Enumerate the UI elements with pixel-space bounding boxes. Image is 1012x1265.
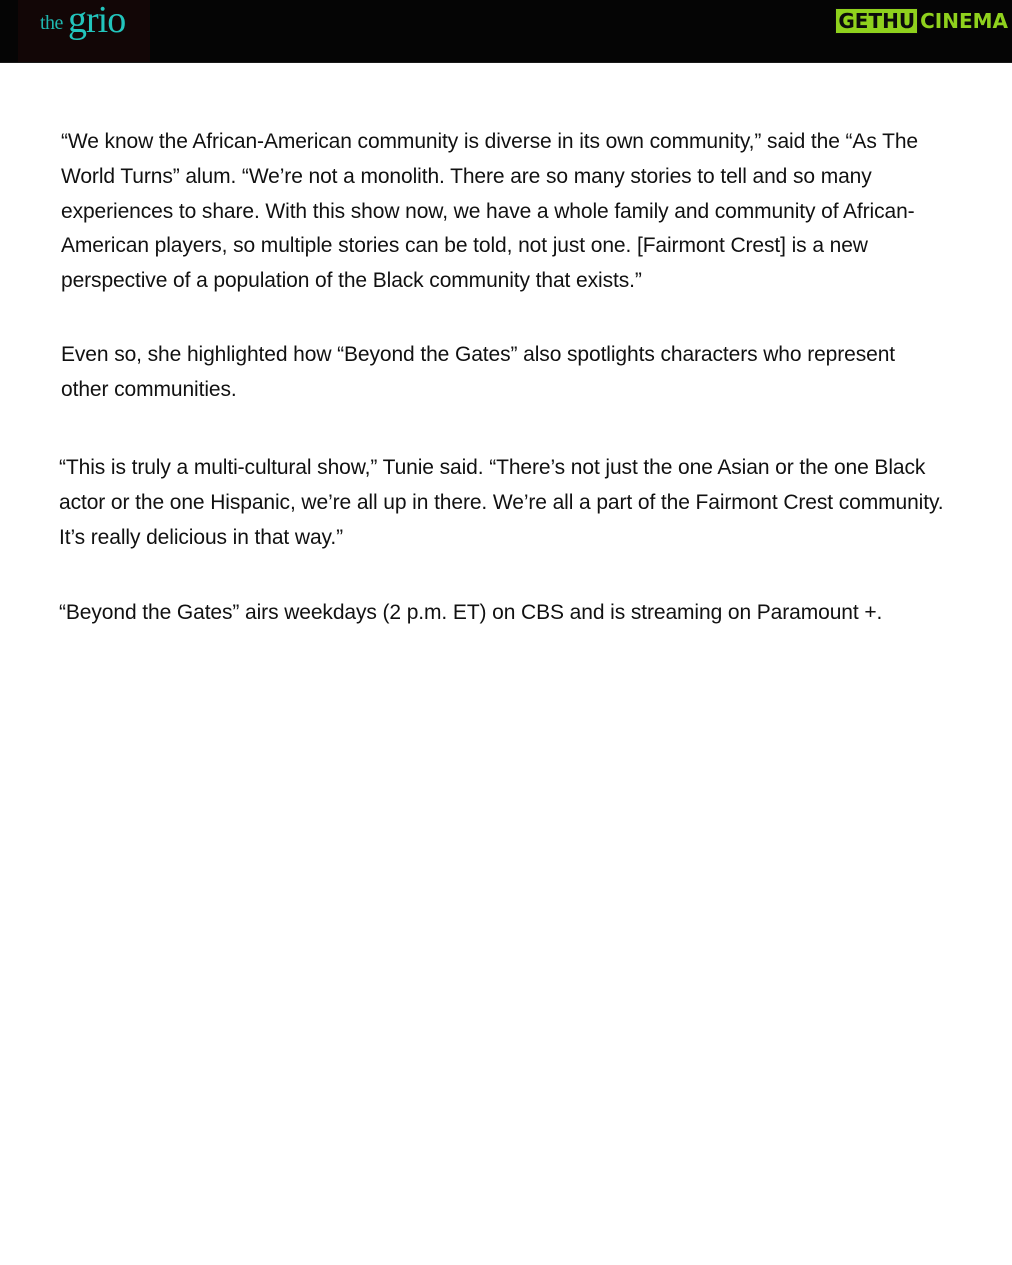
article-paragraph-3: “This is truly a multi-cultural show,” Tunie said. “There’s not just the one Asian or the one Black actor or the one Hispanic, we’re all up in there. We’re all a part of the Fairmont Crest community. It’s really delicious in that way.” — [59, 456, 944, 549]
gethu-logo-cinema-text: CINEMA — [920, 9, 1008, 33]
thegrio-logo-the: the — [40, 12, 63, 34]
article-paragraph-1: “We know the African-American community is diverse in its own community,” said the “As The World Turns” alum. “We’re not a monolith. There are so many stories to tell and so many experiences to share. With this show now, we have a whole family and community of African-American players, so multiple stories can be told, not just one. [Fairmont Crest] is a new perspective of a population of the Black community that exists.” — [61, 130, 918, 293]
gethu-cinema-logo[interactable] — [835, 8, 1008, 34]
article-paragraph-2: Even so, she highlighted how “Beyond the Gates” also spotlights characters who represent other communities. — [61, 343, 896, 401]
header-bar — [0, 0, 1012, 63]
thegrio-logo[interactable] — [18, 0, 150, 62]
thegrio-logo-grio: grio — [68, 0, 126, 41]
article-paragraph-4: “Beyond the Gates” airs weekdays (2 p.m. ET) on CBS and is streaming on Paramount +. — [59, 601, 883, 624]
gethu-logo-boxed-text: GETHU — [835, 8, 918, 34]
